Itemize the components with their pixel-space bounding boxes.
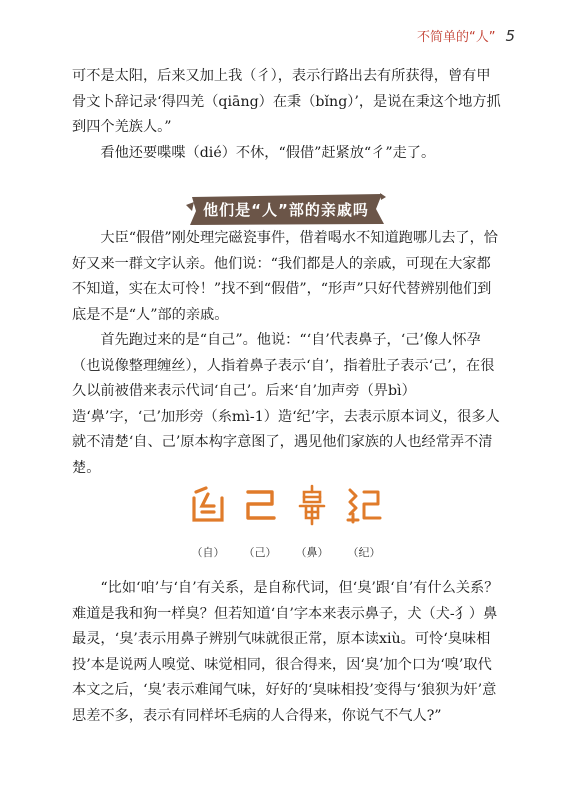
glyph-ji-silk xyxy=(342,484,386,560)
glyph-bi xyxy=(290,484,334,560)
banner-heading: 他们是“人”部的亲戚吗 xyxy=(203,200,369,219)
text-block-1 xyxy=(72,64,502,166)
seal-bi-icon xyxy=(292,484,332,526)
paragraph: 可不是太阳，后来又加上我（彳），表示行路出去有所获得，曾有甲骨文卜辞记录‘得四羌（qiāng）在秉（bǐng）’，是说在秉这个地方抓到四个羌族人。” xyxy=(72,68,501,135)
ancient-glyph-row xyxy=(186,484,386,560)
seal-zi-icon xyxy=(188,484,228,526)
paragraph: 看他还要喋喋（dié）不休，“假借”赶紧放“彳”走了。 xyxy=(100,144,436,161)
glyph-caption: （鼻） xyxy=(295,546,329,559)
seal-ji-silk-icon xyxy=(344,484,384,526)
chapter-title: 不简单的“人” xyxy=(416,30,496,45)
page-number: 5 xyxy=(505,27,515,45)
glyph-caption: （己） xyxy=(243,546,277,559)
paragraph: “比如‘咱’与‘自’有关系，是自称代词，但‘臭’跟‘自’有什么关系？难道是我和狗一样臭？但若知道‘自’字本来表示鼻子，犬（犬-犭）鼻最灵，‘臭’表示用鼻子辨别气味就很正常，原本读xiù。可怜‘臭味相投’本是说两人嗅觉、味觉相同，很合得来，因‘臭’加个口为‘嗅’取代本文之后，‘臭’表示难闻气味，好好的‘臭味相投’变得与‘狼狈为奸’意思差不多，表示有同样坏毛病的人合得来，你说气不气人?” xyxy=(72,580,499,724)
text-block-3 xyxy=(72,576,502,729)
running-header xyxy=(417,26,515,45)
paragraph: 大臣“假借”刚处理完磁瓷事件，借着喝水不知道跑哪儿去了，恰好又来一群文字认亲。他们说：“我们都是人的亲戚，可现在大家都不知道，实在太可怜！”找不到“假借”，“形声”只好代替辨别他们到底是不是“人”部的亲戚。 xyxy=(72,230,498,323)
glyph-caption: （纪） xyxy=(347,546,381,559)
glyph-ji xyxy=(238,484,282,560)
section-banner xyxy=(186,191,386,227)
seal-ji-icon xyxy=(240,484,280,526)
paragraph: 首先跑过来的是“自己”。他说：“‘自’代表鼻子，‘己’像人怀孕（也说像整理缠丝），人指着鼻子表示‘自’，指着肚子表示‘己’，在很久以前被借来表示代词‘自己’。后来‘自’加声旁（畀bì）造‘鼻’字，‘己’加形旁（糸mì-1）造‘纪’字，去表示原本词义，很多人就不清楚‘自、己’原本构字意图了，遇见他们家族的人也经常弄不清楚。 xyxy=(72,332,500,476)
glyph-caption: （自） xyxy=(191,546,225,559)
glyph-zi xyxy=(186,484,230,560)
text-block-2 xyxy=(72,226,502,481)
